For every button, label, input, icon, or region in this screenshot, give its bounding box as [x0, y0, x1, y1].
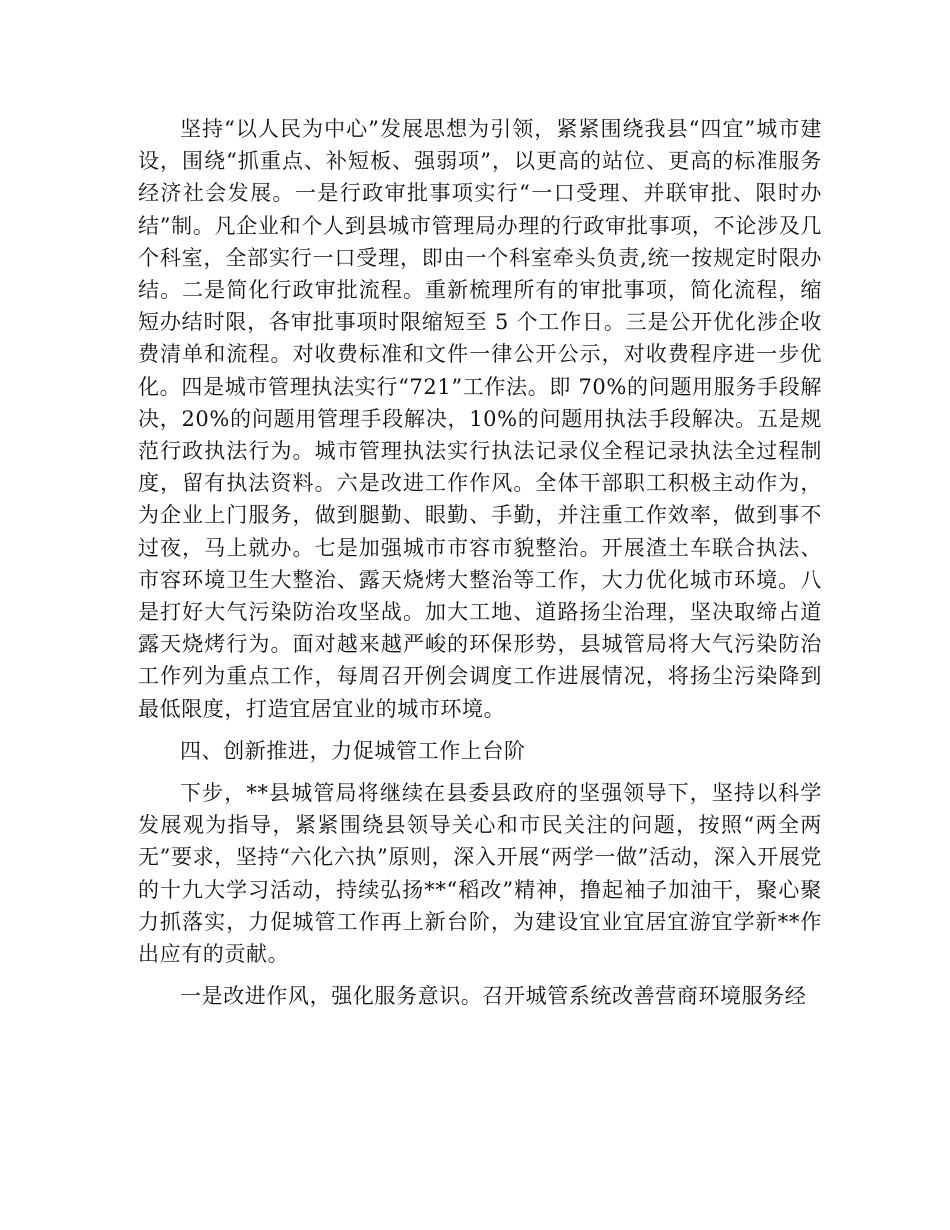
paragraph-next-steps: 下步，**县城管局将继续在县委县政府的坚强领导下，坚持以科学发展观为指导，紧紧围绕县领导关心和市民关注的问题，按照“两全两无”要求，坚持“六化六执”原则，深入开展“两学一做”活动，深入开展党的十九大学习活动，持续弘扬**“稻改”精神，撸起袖子加油干，聚心聚力抓落实，力促城管工作再上新台阶，为建设宜业宜居宜游宜学新**作出应有的贡献。 — [138, 781, 822, 967]
paragraph-measures: 坚持“以人民为中心”发展思想为引领，紧紧围绕我县“四宜”城市建设，围绕“抓重点、补短板、强弱项”，以更高的站位、更高的标准服务经济社会发展。一是行政审批事项实行“一口受理、并联审批、限时办结”制。凡企业和个人到县城市管理局办理的行政审批事项，不论涉及几个科室，全部实行一口受理，即由一个科室牵头负责,统一按规定时限办结。二是简化行政审批流程。重新梳理所有的审批事项，简化流程，缩短办结时限，各审批事项时限缩短至 5 个工作日。三是公开优化涉企收费清单和流程。对收费标准和文件一律公开公示，对收费程序进一步优化。四是城市管理执法实行“721”工作法。即 70%的问题用服务手段解决，20%的问题用管理手段解决，10%的问题用执法手段解决。五是规范行政执法行为。城市管理执法实行执法记录仪全程记录执法全过程制度，留有执法资料。六是改进工作作风。全体干部职工积极主动作为，为企业上门服务，做到腿勤、眼勤、手勤，并注重工作效率，做到事不过夜，马上就办。七是加强城市市容市貌整治。开展渣土车联合执法、市容环境卫生大整治、露天烧烤大整治等工作，大力优化城市环境。八是打好大气污染防治攻坚战。加大工地、道路扬尘治理，坚决取缔占道露天烧烤行为。面对越来越严峻的环保形势，县城管局将大气污染防治工作列为重点工作，每周召开例会调度工作进展情况，将扬尘污染降到最低限度，打造宜居宜业的城市环境。 — [138, 117, 822, 721]
document-page — [138, 113, 822, 1022]
section-heading-innovation: 四、创新推进，力促城管工作上台阶 — [180, 738, 526, 763]
paragraph-improve-style: 一是改进作风，强化服务意识。召开城管系统改善营商环境服务经 — [180, 984, 807, 1009]
